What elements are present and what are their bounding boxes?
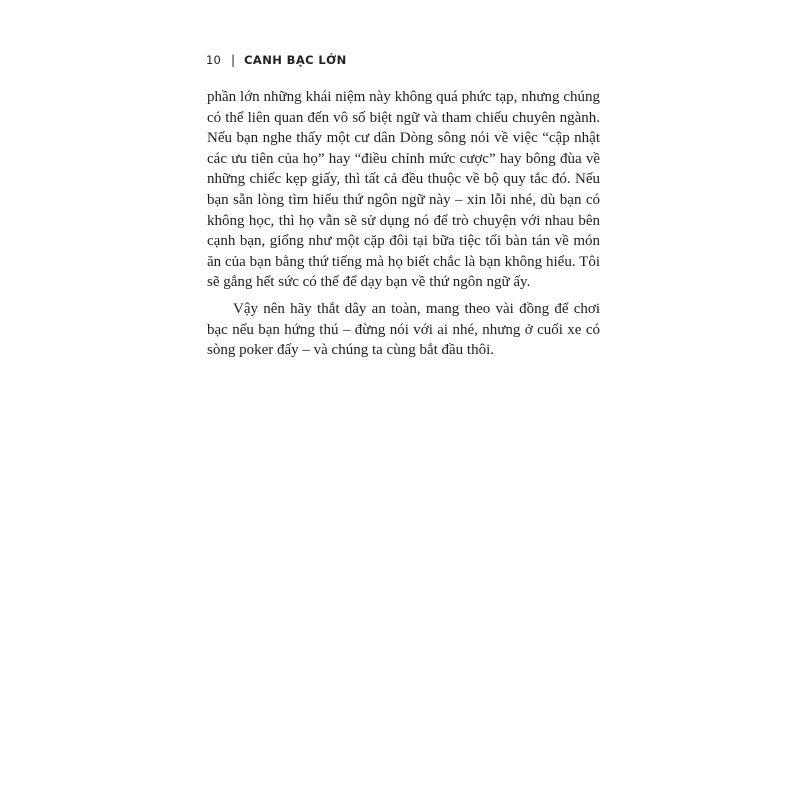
- header-separator: |: [231, 53, 236, 67]
- book-title: CANH BẠC LỚN: [244, 53, 347, 67]
- paragraph-2: Vậy nên hãy thắt dây an toàn, mang theo vài đồng để chơi bạc nếu bạn hứng thú – đừng nói với ai nhé, nhưng ở cuối xe có sòng poker đấy – và chúng ta cùng bắt đầu thôi.: [207, 300, 600, 359]
- paragraph-1: phần lớn những khái niệm này không quá phức tạp, nhưng chúng có thể liên quan đến vô số biệt ngữ và tham chiếu chuyên ngành. Nếu bạn nghe thấy một cư dân Dòng sông nói về việc “cập nhật các ưu tiên của họ” hay “điều chỉnh mức cược” hay bông đùa về những chiếc kẹp giấy, thì tất cả đều thuộc về bộ quy tắc đó. Nếu bạn sẵn lòng tìm hiểu thứ ngôn ngữ này – xin lỗi nhé, dù bạn có không học, thì họ vẫn sẽ sử dụng nó để trò chuyện với nhau bên cạnh bạn, giống như một cặp đôi tại bữa tiệc tối bàn tán về món ăn của bạn bằng thứ tiếng mà họ biết chắc là bạn không hiểu. Tôi sẽ gắng hết sức có thể để dạy bạn về thứ ngôn ngữ ấy.: [207, 89, 600, 291]
- page-number: 10: [206, 53, 222, 67]
- running-header: [206, 50, 347, 70]
- body-text: [207, 87, 600, 361]
